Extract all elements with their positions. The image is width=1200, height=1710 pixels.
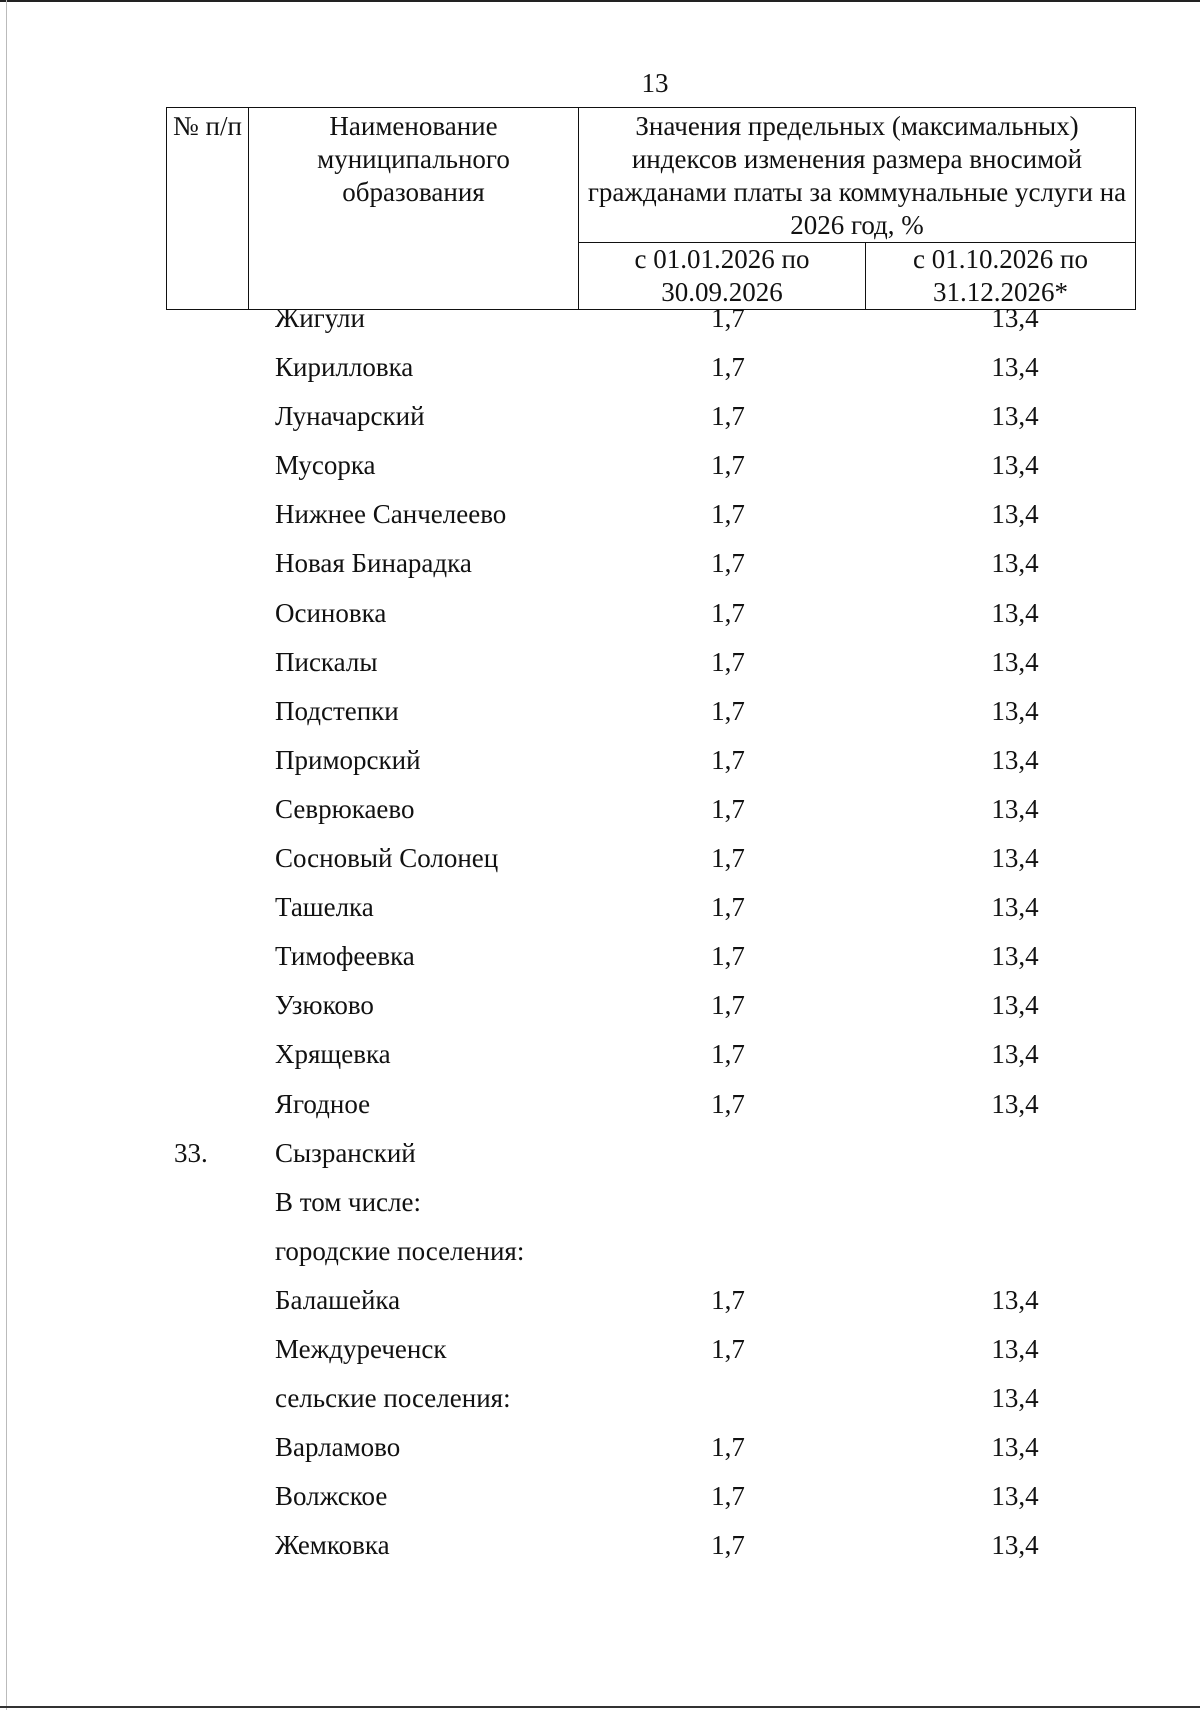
row-name: Жемковка <box>275 1530 390 1561</box>
header-name-column: Наименование муниципального образования <box>249 108 579 310</box>
row-value-period-1: 1,7 <box>711 1333 745 1364</box>
table-row <box>0 539 1200 588</box>
row-value-period-1: 1,7 <box>711 352 745 383</box>
scan-edge-top <box>0 0 1200 2</box>
row-name: Сызранский <box>275 1137 416 1168</box>
row-name: сельские поселения: <box>275 1383 511 1414</box>
row-name: городские поселения: <box>275 1235 525 1266</box>
row-value-period-2: 13,4 <box>991 303 1039 333</box>
row-value-period-1: 1,7 <box>711 1088 745 1119</box>
row-name: Балашейка <box>275 1284 401 1315</box>
row-value-period-2: 13,4 <box>991 450 1039 481</box>
row-value-period-2: 13,4 <box>991 1383 1039 1414</box>
table-row <box>0 638 1200 687</box>
table-row <box>0 932 1200 981</box>
row-name: Пискалы <box>275 646 378 677</box>
row-value-period-2: 13,4 <box>991 401 1039 432</box>
row-value-period-1: 1,7 <box>711 1481 745 1512</box>
row-name: Севрюкаево <box>275 793 415 824</box>
row-value-period-2: 13,4 <box>991 352 1039 383</box>
row-value-period-1: 1,7 <box>711 401 745 432</box>
table-row <box>0 589 1200 638</box>
row-value-period-2: 13,4 <box>991 695 1039 726</box>
header-number-column: № п/п <box>167 108 249 310</box>
table-row <box>0 834 1200 883</box>
row-name: Междуреченск <box>275 1333 447 1364</box>
row-value-period-1: 1,7 <box>711 646 745 677</box>
row-name: Приморский <box>275 744 421 775</box>
table-row <box>0 392 1200 441</box>
row-name: Жигули <box>275 303 365 333</box>
row-number: 33. <box>174 1137 208 1168</box>
row-name: Мусорка <box>275 450 376 481</box>
row-value-period-1: 1,7 <box>711 793 745 824</box>
table-row <box>0 441 1200 490</box>
table-row <box>0 981 1200 1030</box>
row-value-period-2: 13,4 <box>991 1481 1039 1512</box>
row-value-period-1: 1,7 <box>711 744 745 775</box>
table-row <box>0 736 1200 785</box>
table-row <box>0 1521 1200 1570</box>
row-value-period-1: 1,7 <box>711 892 745 923</box>
table-row <box>0 1472 1200 1521</box>
row-value-period-2: 13,4 <box>991 646 1039 677</box>
scan-edge-bottom <box>0 1706 1200 1708</box>
table-row <box>0 1080 1200 1129</box>
table-row <box>0 1276 1200 1325</box>
table-row <box>0 1030 1200 1079</box>
row-name: Осиновка <box>275 597 387 628</box>
header-period-1: с 01.01.2026 по 30.09.2026 <box>579 243 866 310</box>
table-row <box>0 490 1200 539</box>
row-value-period-1: 1,7 <box>711 695 745 726</box>
row-value-period-2: 13,4 <box>991 1088 1039 1119</box>
row-value-period-2: 13,4 <box>991 892 1039 923</box>
row-value-period-2: 13,4 <box>991 941 1039 972</box>
table-row <box>0 1325 1200 1374</box>
row-value-period-1: 1,7 <box>711 548 745 579</box>
row-value-period-2: 13,4 <box>991 1333 1039 1364</box>
page-number: 13 <box>641 68 669 98</box>
table-row <box>0 1374 1200 1423</box>
row-value-period-2: 13,4 <box>991 1039 1039 1070</box>
row-name: Варламово <box>275 1432 401 1463</box>
row-value-period-1: 1,7 <box>711 1432 745 1463</box>
table-row <box>0 785 1200 834</box>
table-row <box>0 343 1200 392</box>
row-value-period-2: 13,4 <box>991 1432 1039 1463</box>
table-row <box>0 1227 1200 1276</box>
row-name: Тимофеевка <box>275 941 415 972</box>
table-row <box>0 883 1200 932</box>
row-value-period-2: 13,4 <box>991 499 1039 530</box>
row-name: Кирилловка <box>275 352 414 383</box>
row-name: Ягодное <box>275 1088 371 1119</box>
row-value-period-1: 1,7 <box>711 1039 745 1070</box>
row-value-period-2: 13,4 <box>991 990 1039 1021</box>
row-name: Сосновый Солонец <box>275 843 499 874</box>
row-value-period-1: 1,7 <box>711 941 745 972</box>
row-value-period-1: 1,7 <box>711 597 745 628</box>
row-name: Нижнее Санчелеево <box>275 499 507 530</box>
row-value-period-1: 1,7 <box>711 450 745 481</box>
row-name: Хрящевка <box>275 1039 391 1070</box>
table-row <box>0 1178 1200 1227</box>
row-value-period-2: 13,4 <box>991 548 1039 579</box>
table-body <box>0 303 1200 1570</box>
row-name: В том числе: <box>275 1186 421 1217</box>
row-value-period-1: 1,7 <box>711 990 745 1021</box>
table-header <box>166 107 1136 310</box>
row-value-period-2: 13,4 <box>991 793 1039 824</box>
row-name: Волжское <box>275 1481 388 1512</box>
row-value-period-1: 1,7 <box>711 1284 745 1315</box>
row-name: Подстепки <box>275 695 399 726</box>
row-value-period-1: 1,7 <box>711 843 745 874</box>
row-name: Новая Бинарадка <box>275 548 472 579</box>
header-period-2: с 01.10.2026 по 31.12.2026* <box>866 243 1136 310</box>
row-value-period-2: 13,4 <box>991 597 1039 628</box>
row-value-period-1: 1,7 <box>711 499 745 530</box>
row-value-period-2: 13,4 <box>991 1284 1039 1315</box>
row-value-period-2: 13,4 <box>991 1530 1039 1561</box>
row-name: Луначарский <box>275 401 425 432</box>
table-row <box>0 1423 1200 1472</box>
row-value-period-2: 13,4 <box>991 744 1039 775</box>
row-value-period-1: 1,7 <box>711 303 745 333</box>
table-row <box>0 294 1200 343</box>
header-index-group: Значения предельных (максимальных) индексов изменения размера вносимой гражданами платы за коммунальные услуги на 2026 год, % <box>579 108 1136 243</box>
row-name: Ташелка <box>275 892 374 923</box>
table-row <box>0 1129 1200 1178</box>
row-value-period-2: 13,4 <box>991 843 1039 874</box>
table-row <box>0 687 1200 736</box>
row-value-period-1: 1,7 <box>711 1530 745 1561</box>
row-name: Узюково <box>275 990 374 1021</box>
